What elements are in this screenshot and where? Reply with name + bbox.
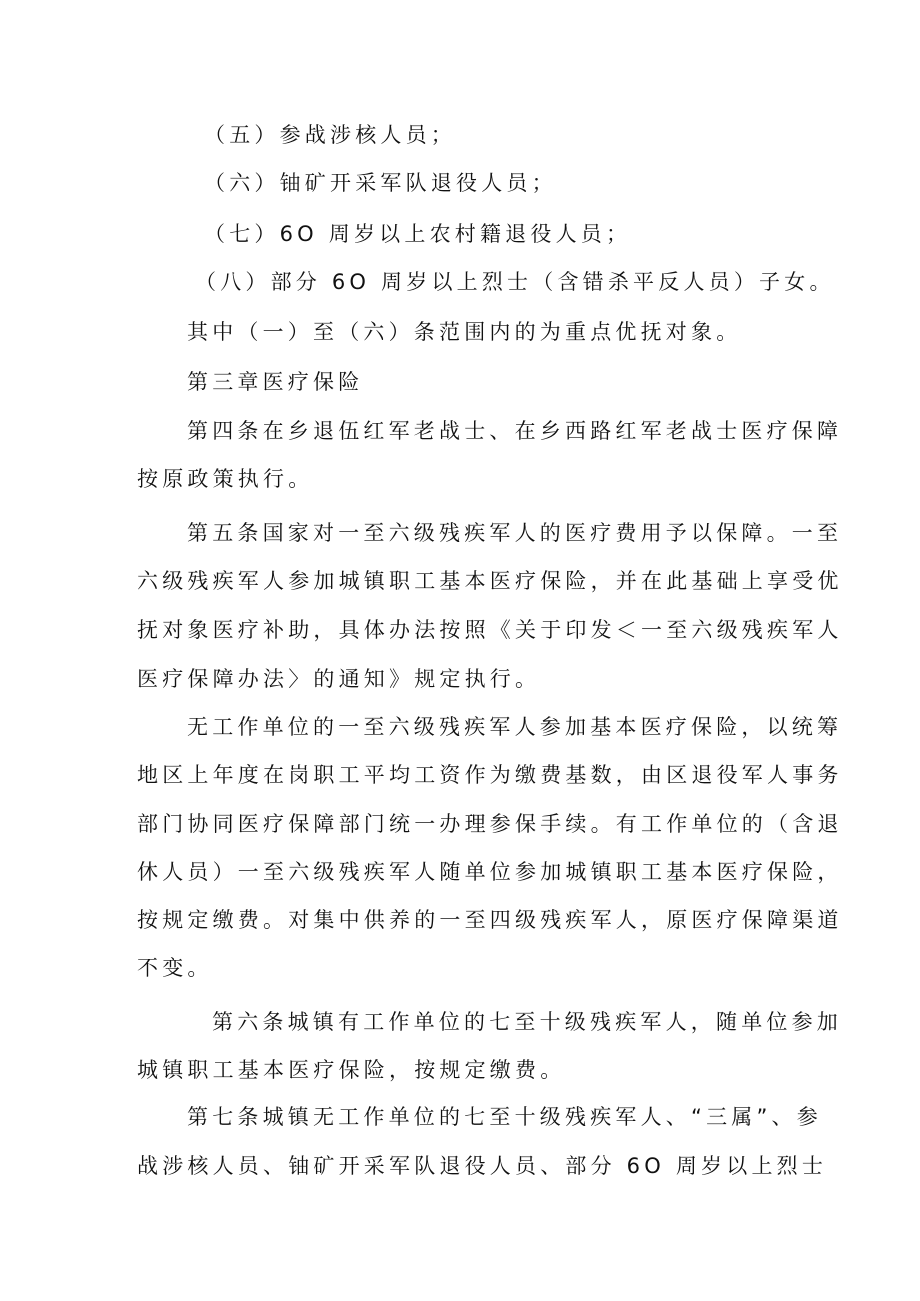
text-line: 第六条城镇有工作单位的七至十级残疾军人，随单位参加 (212, 1010, 842, 1034)
text-line: 第七条城镇无工作单位的七至十级残疾军人、“三属”、参 (187, 1105, 822, 1129)
text-line: 按原政策执行。 (137, 467, 314, 491)
text-line: 第五条国家对一至六级残疾军人的医疗费用予以保障。一至 (187, 521, 843, 545)
text-line: 医疗保障办法〉的通知》规定执行。 (137, 667, 541, 691)
text-line: 不变。 (137, 956, 213, 980)
text-line: 抚对象医疗补助，具体办法按照《关于印发＜一至六级残疾军人 (137, 618, 843, 642)
text-line: 第三章医疗保险 (187, 370, 364, 394)
text-line: 休人员）一至六级残疾军人随单位参加城镇职工基本医疗保险， (137, 860, 843, 884)
text-line: （五）参战涉核人员； (204, 123, 456, 147)
text-line: 战涉核人员、铀矿开采军队退役人员、部分 6O 周岁以上烈士 (137, 1154, 828, 1178)
text-line: 六级残疾军人参加城镇职工基本医疗保险，并在此基础上享受优 (137, 569, 843, 593)
text-line: 第四条在乡退伍红军老战士、在乡西路红军老战士医疗保障 (187, 419, 843, 443)
text-line: 按规定缴费。对集中供养的一至四级残疾军人，原医疗保障渠道 (137, 908, 843, 932)
text-line: （六）铀矿开采军队退役人员； (204, 171, 557, 195)
text-line: （七）6O 周岁以上农村籍退役人员； (204, 222, 632, 246)
text-line: 地区上年度在岗职工平均工资作为缴费基数，由区退役军人事务 (137, 763, 843, 787)
text-line: 无工作单位的一至六级残疾军人参加基本医疗保险，以统筹 (187, 715, 843, 739)
text-line: 其中（一）至（六）条范围内的为重点优抚对象。 (187, 320, 742, 344)
text-line: 城镇职工基本医疗保险，按规定缴费。 (137, 1058, 566, 1082)
text-line: 部门协同医疗保障部门统一办理参保手续。有工作单位的（含退 (137, 812, 843, 836)
text-line: （八）部分 6O 周岁以上烈士（含错杀平反人员）子女。 (195, 270, 835, 294)
